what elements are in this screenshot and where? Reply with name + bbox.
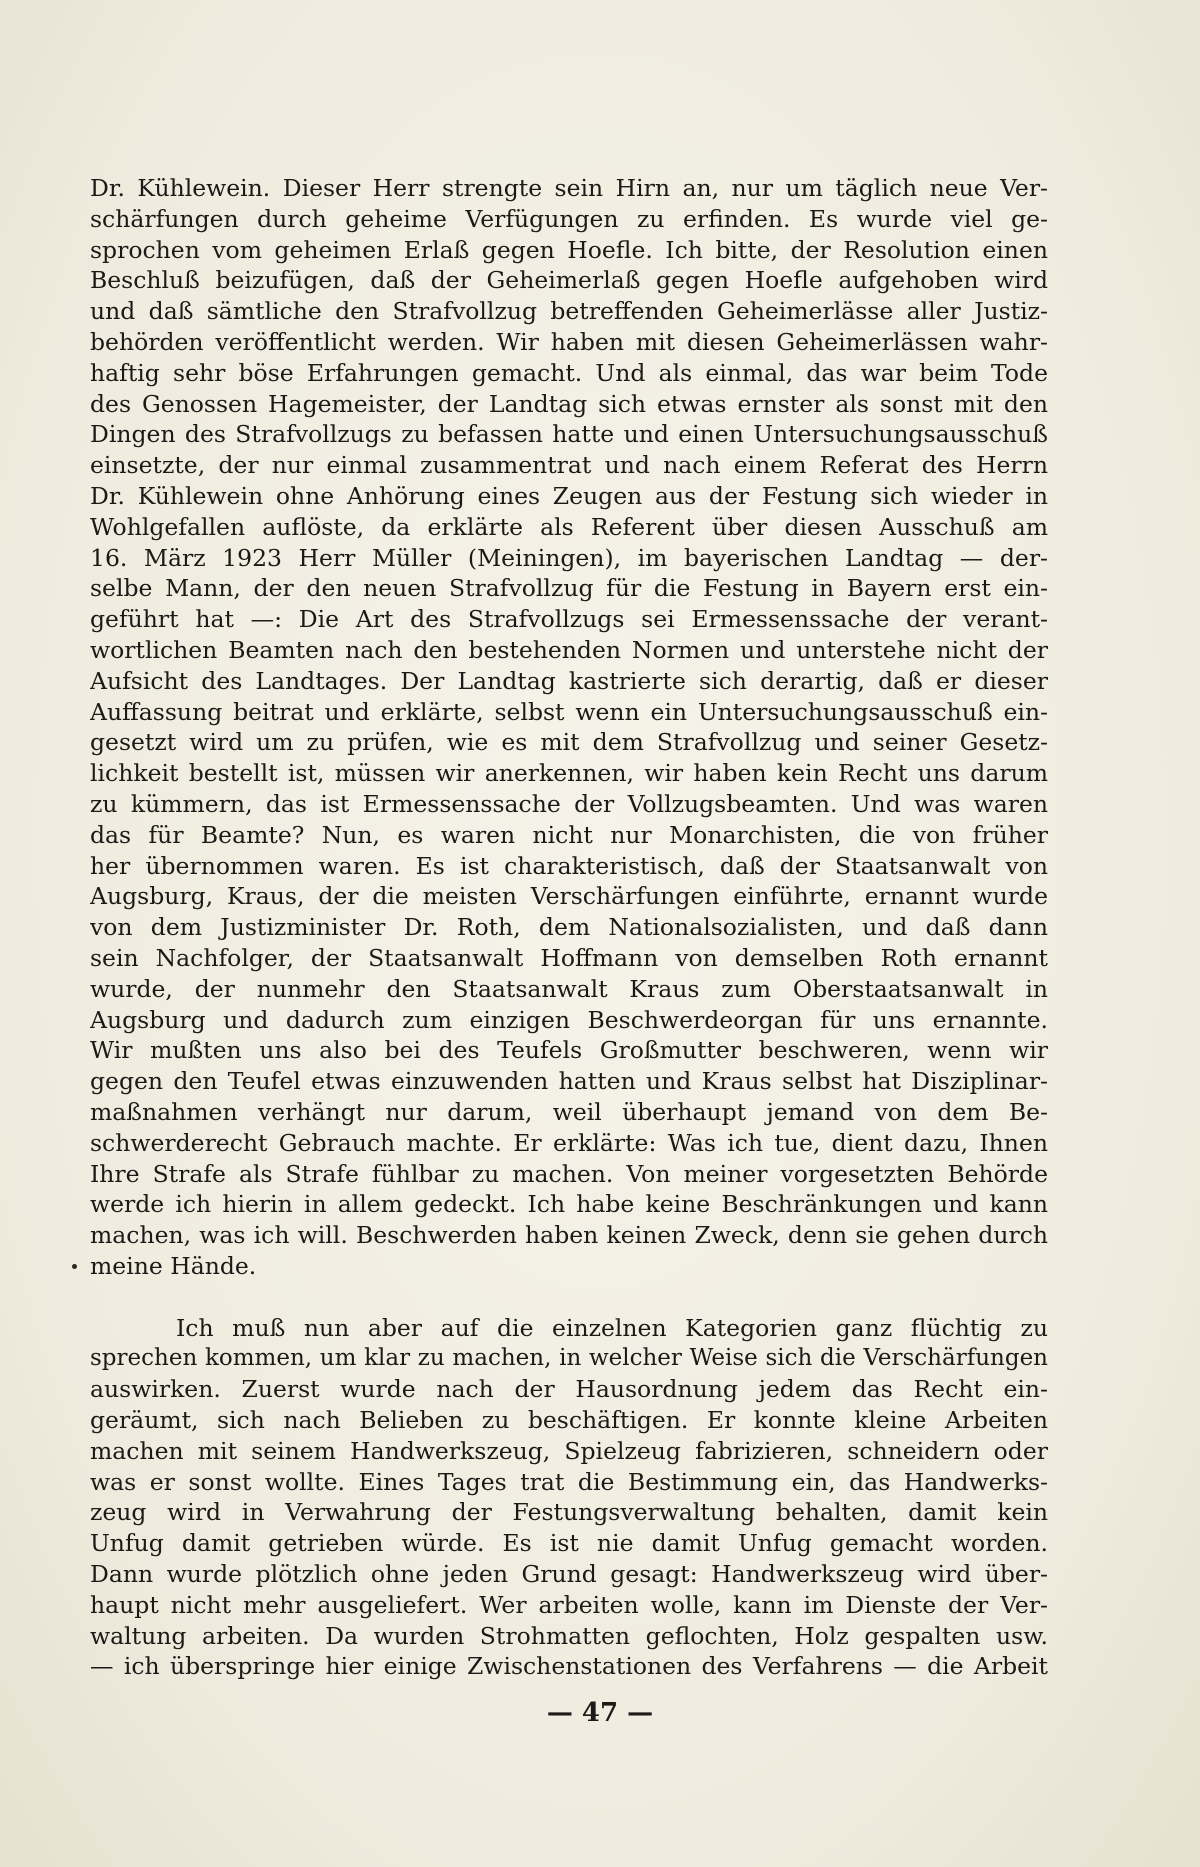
text-line: sein Nachfolger, der Staatsanwalt Hoffmann von demselben Roth ernannt: [90, 943, 1048, 972]
paragraph-2: [90, 1313, 1048, 1683]
text-line: her übernommen waren. Es ist charakteristisch, daß der Staatsanwalt von: [90, 851, 1048, 880]
text-line: geführt hat —: Die Art des Strafvollzugs sei Ermessenssache der verant-: [90, 605, 1048, 634]
text-line: waltung arbeiten. Da wurden Strohmatten geflochten, Holz gespalten usw.: [90, 1621, 1048, 1650]
text-line: Wir mußten uns also bei des Teufels Großmutter beschweren, wenn wir: [90, 1036, 1048, 1065]
text-line: Unfug damit getrieben würde. Es ist nie damit Unfug gemacht worden.: [90, 1529, 1048, 1558]
text-line: Augsburg, Kraus, der die meisten Verschärfungen einführte, ernannt wurde: [90, 882, 1048, 911]
text-line: Wohlgefallen auflöste, da erklärte als Referent über diesen Ausschuß am: [90, 512, 1048, 541]
text-line: meine Hände.: [90, 1251, 257, 1280]
text-line: zu kümmern, das ist Ermessenssache der Vollzugsbeamten. Und was waren: [90, 789, 1048, 818]
text-line: das für Beamte? Nun, es waren nicht nur Monarchisten, die von früher: [90, 820, 1048, 849]
text-line: machen, was ich will. Beschwerden haben keinen Zweck, denn sie gehen durch: [90, 1221, 1048, 1250]
text-line: sprochen vom geheimen Erlaß gegen Hoefle. Ich bitte, der Resolution einen: [90, 235, 1048, 264]
margin-mark: [72, 1264, 77, 1269]
text-line: Ihre Strafe als Strafe fühlbar zu machen. Von meiner vorgesetzten Behörde: [90, 1159, 1048, 1188]
text-line: Aufsicht des Landtages. Der Landtag kastrierte sich derartig, daß er dieser: [90, 666, 1048, 695]
text-line: und daß sämtliche den Strafvollzug betreffenden Geheimerlässe aller Justiz-: [90, 297, 1048, 326]
text-line: werde ich hierin in allem gedeckt. Ich habe keine Beschränkungen und kann: [90, 1190, 1048, 1219]
text-line: auswirken. Zuerst wurde nach der Hausordnung jedem das Recht ein-: [90, 1375, 1048, 1404]
paragraph-gap: [90, 1282, 1048, 1313]
page-number: — 47 —: [546, 1698, 654, 1728]
text-line: von dem Justizminister Dr. Roth, dem Nationalsozialisten, und daß dann: [90, 913, 1048, 942]
text-line: — ich überspringe hier einige Zwischenstationen des Verfahrens — die Arbeit: [90, 1652, 1048, 1681]
text-line: gesetzt wird um zu prüfen, wie es mit dem Strafvollzug und seiner Gesetz-: [90, 728, 1048, 757]
text-line: geräumt, sich nach Belieben zu beschäftigen. Er konnte kleine Arbeiten: [90, 1406, 1048, 1435]
text-line: behörden veröffentlicht werden. Wir haben mit diesen Geheimerlässen wahr-: [90, 327, 1048, 356]
text-line: zeug wird in Verwahrung der Festungsverwaltung behalten, damit kein: [90, 1498, 1048, 1527]
text-line: haupt nicht mehr ausgeliefert. Wer arbeiten wolle, kann im Dienste der Ver-: [90, 1590, 1048, 1619]
text-line: Auffassung beitrat und erklärte, selbst wenn ein Untersuchungsausschuß ein-: [90, 697, 1048, 726]
body-text: [90, 173, 1048, 1682]
text-line: schwerderecht Gebrauch machte. Er erklärte: Was ich tue, dient dazu, Ihnen: [90, 1128, 1048, 1157]
text-line: gegen den Teufel etwas einzuwenden hatten und Kraus selbst hat Disziplinar-: [90, 1067, 1048, 1096]
text-line: Augsburg und dadurch zum einzigen Beschwerdeorgan für uns ernannte.: [90, 1005, 1048, 1034]
text-line: Dingen des Strafvollzugs zu befassen hatte und einen Untersuchungsausschuß: [90, 420, 1048, 449]
text-line: machen mit seinem Handwerkszeug, Spielzeug fabrizieren, schneidern oder: [90, 1436, 1048, 1465]
paragraph-1: [90, 173, 1048, 1282]
text-line: haftig sehr böse Erfahrungen gemacht. Und als einmal, das war beim Tode: [90, 358, 1048, 387]
text-line: wurde, der nunmehr den Staatsanwalt Kraus zum Oberstaatsanwalt in: [90, 974, 1048, 1003]
text-line: was er sonst wollte. Eines Tages trat die Bestimmung ein, das Handwerks-: [90, 1467, 1048, 1496]
text-line: des Genossen Hagemeister, der Landtag sich etwas ernster als sonst mit den: [90, 389, 1048, 418]
text-line: Dann wurde plötzlich ohne jeden Grund gesagt: Handwerkszeug wird über-: [90, 1560, 1048, 1589]
text-line: lichkeit bestellt ist, müssen wir anerkennen, wir haben kein Recht uns darum: [90, 759, 1048, 788]
text-line: Ich muß nun aber auf die einzelnen Kategorien ganz flüchtig zu: [176, 1313, 1048, 1342]
text-line: schärfungen durch geheime Verfügungen zu erfinden. Es wurde viel ge-: [90, 204, 1048, 233]
text-line: sprechen kommen, um klar zu machen, in welcher Weise sich die Verschärfungen: [90, 1345, 1048, 1372]
text-line: 16. März 1923 Herr Müller (Meiningen), im bayerischen Landtag — der-: [90, 543, 1048, 572]
text-line: selbe Mann, der den neuen Strafvollzug für die Festung in Bayern erst ein-: [90, 574, 1048, 603]
text-line: wortlichen Beamten nach den bestehenden Normen und unterstehe nicht der: [90, 635, 1048, 664]
text-line: Beschluß beizufügen, daß der Geheimerlaß gegen Hoefle aufgehoben wird: [90, 266, 1048, 295]
text-line: Dr. Kühlewein ohne Anhörung eines Zeugen aus der Festung sich wieder in: [90, 481, 1048, 510]
text-line: einsetzte, der nur einmal zusammentrat und nach einem Referat des Herrn: [90, 451, 1048, 480]
text-line: Dr. Kühlewein. Dieser Herr strengte sein Hirn an, nur um täglich neue Ver-: [90, 174, 1048, 202]
text-line: maßnahmen verhängt nur darum, weil überhaupt jemand von dem Be-: [90, 1097, 1048, 1126]
